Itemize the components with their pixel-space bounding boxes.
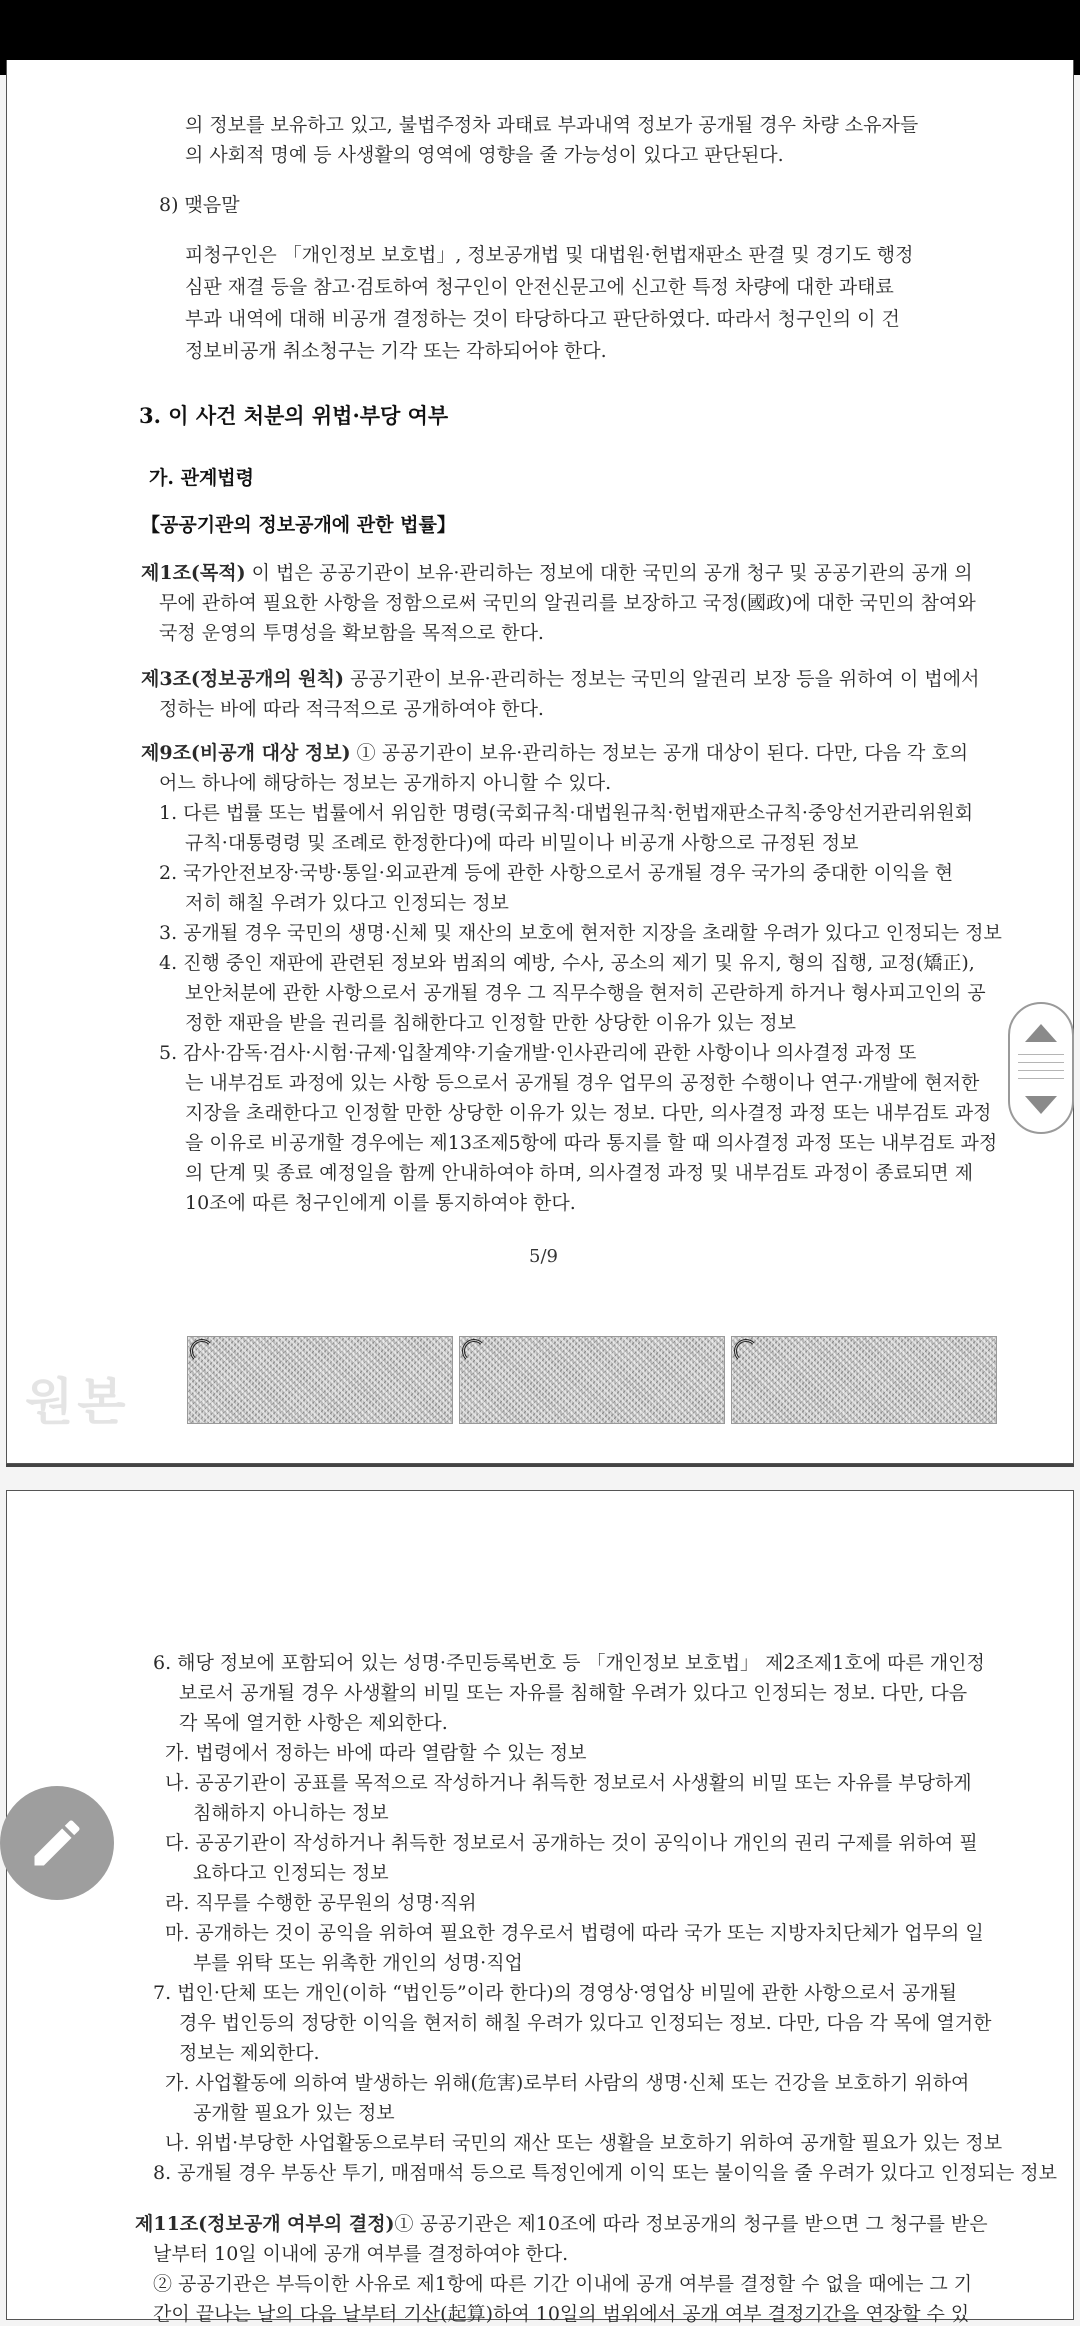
verification-code-image [731,1336,997,1424]
page-scroll-control[interactable] [1008,1002,1074,1134]
list-item: 정한 재판을 받을 권리를 침해한다고 인정할 만한 상당한 이유가 있는 정보 [185,1012,797,1034]
article-label: 제9조(비공개 대상 정보) [141,742,351,764]
text-line: 어느 하나에 해당하는 정보는 공개하지 아니할 수 있다. [159,772,612,794]
list-item: 는 내부검토 과정에 있는 사항 등으로서 공개될 경우 업무의 공정한 수행이나 연구·개발에 현저한 [185,1072,980,1094]
sub-item: 공개할 필요가 있는 정보 [193,2102,395,2124]
text-line: 간이 끝나는 날의 다음 날부터 기산(起算)하여 10일의 범위에서 공개 여부 결정기간을 연장할 수 있 [153,2303,970,2325]
triangle-up-icon[interactable] [1025,1024,1057,1042]
text-line: 의 정보를 보유하고 있고, 불법주정차 과태료 부과내역 정보가 공개될 경우 차량 소유자들 [185,114,919,136]
list-item: 각 목에 열거한 사항은 제외한다. [179,1712,448,1734]
verification-code-image [187,1336,453,1424]
article-label: 제1조(목적) [141,562,246,584]
list-item: 보안처분에 관한 사항으로서 공개될 경우 그 직무수행을 현저히 곤란하게 하거나 형사피고인의 공 [185,982,986,1004]
article-9 [141,738,968,765]
list-item: 의 단계 및 종료 예정일을 함께 안내하여야 하며, 의사결정 과정 및 내부검토 과정이 종료되면 제 [185,1162,974,1184]
list-item: 1. 다른 법률 또는 법률에서 위임한 명령(국회규칙·대법원규칙·헌법재판소규칙·중앙선거관리위원회 [159,802,974,824]
verification-code-image [459,1336,725,1424]
text-line: 무에 관하여 필요한 사항을 정함으로써 국민의 알권리를 보장하고 국정(國政)에 대한 국민의 참여와 [159,592,976,614]
text-line: ① 공공기관은 제10조에 따라 정보공개의 청구를 받으면 그 청구를 받은 [394,2213,988,2235]
list-item: 10조에 따른 청구인에게 이를 통지하여야 한다. [185,1192,576,1214]
list-item: 보로서 공개될 경우 사생활의 비밀 또는 자유를 침해할 우려가 있다고 인정되는 정보. 다만, 다음 [179,1682,968,1704]
text-line: 날부터 10일 이내에 공개 여부를 결정하여야 한다. [153,2243,569,2265]
divider [1018,1062,1064,1063]
text-line: 국정 운영의 투명성을 확보함을 목적으로 한다. [159,622,544,644]
list-item: 규칙·대통령령 및 조례로 한정한다)에 따라 비밀이나 비공개 사항으로 규정된 정보 [185,832,859,854]
original-stamp-watermark: 원본 [25,1373,130,1431]
sub-item: 요하다고 인정되는 정보 [193,1862,389,1884]
article-11 [135,2209,988,2236]
text-line: 이 법은 공공기관이 보유·관리하는 정보에 대한 국민의 공개 청구 및 공공기관의 공개 의 [245,562,973,584]
document-page-6 [6,1490,1074,2325]
sub-item: 라. 직무를 수행한 공무원의 성명·직위 [165,1892,477,1914]
list-item: 4. 진행 중인 재판에 관련된 정보와 범죄의 예방, 수사, 공소의 제기 및 유지, 형의 집행, 교정(矯正), [159,952,975,974]
list-item: 저히 해칠 우려가 있다고 인정되는 정보 [185,892,509,914]
divider [1018,1070,1064,1071]
list-item: 지장을 초래한다고 인정할 만한 상당한 이유가 있는 정보. 다만, 의사결정 과정 또는 내부검토 과정 [185,1102,992,1124]
sub-item: 다. 공공기관이 작성하거나 취득한 정보로서 공개하는 것이 공익이나 개인의 권리 구제를 위하여 필 [165,1832,978,1854]
sub-item: 마. 공개하는 것이 공익을 위하여 필요한 경우로서 법령에 따라 국가 또는 지방자치단체가 업무의 일 [165,1922,984,1944]
sub-item: 가. 사업활동에 의하여 발생하는 위해(危害)로부터 사람의 생명·신체 또는 건강을 보호하기 위하여 [165,2072,970,2094]
divider [1018,1054,1064,1055]
subsection-heading: 8) 맺음말 [159,194,240,216]
list-item: 7. 법인·단체 또는 개인(이하 “법인등”이라 한다)의 경영상·영업상 비밀에 관한 사항으로서 공개될 [153,1982,957,2004]
text-line: ② 공공기관은 부득이한 사유로 제1항에 따른 기간 이내에 공개 여부를 결정할 수 없을 때에는 그 기 [153,2273,973,2295]
law-title: 【공공기관의 정보공개에 관한 법률】 [141,514,456,536]
code-corner-mark [462,1339,486,1363]
text-line: 정하는 바에 따라 적극적으로 공개하여야 한다. [159,698,544,720]
article-label: 제11조(정보공개 여부의 결정) [135,2213,395,2235]
sub-item: 부를 위탁 또는 위촉한 개인의 성명·직업 [193,1952,523,1974]
text-line: 부과 내역에 대해 비공개 결정하는 것이 타당하다고 판단하였다. 따라서 청구인의 이 건 [185,308,900,330]
list-item: 2. 국가안전보장·국방·통일·외교관계 등에 관한 사항으로서 공개될 경우 국가의 중대한 이익을 현 [159,862,954,884]
text-line: 피청구인은 「개인정보 보호법」, 정보공개법 및 대법원·헌법재판소 판결 및 경기도 행정 [185,244,914,266]
article-1 [141,558,973,585]
code-corner-mark [190,1339,214,1363]
text-line: 의 사회적 명예 등 사생활의 영역에 영향을 줄 가능성이 있다고 판단된다. [185,144,784,166]
list-item: 정보는 제외한다. [179,2042,320,2064]
list-item: 8. 공개될 경우 부동산 투기, 매점매석 등으로 특정인에게 이익 또는 불이익을 줄 우려가 있다고 인정되는 정보 [153,2162,1057,2184]
sub-item: 침해하지 아니하는 정보 [193,1802,389,1824]
list-item: 을 이유로 비공개할 경우에는 제13조제5항에 따라 통지를 할 때 의사결정 과정 또는 내부검토 과정 [185,1132,998,1154]
list-item: 경우 법인등의 정당한 이익을 현저히 해칠 우려가 있다고 인정되는 정보. 다만, 다음 각 목에 열거한 [179,2012,992,2034]
article-3 [141,664,979,691]
page-number: 5/9 [529,1246,558,1267]
article-label: 제3조(정보공개의 원칙) [141,668,345,690]
text-line: ① 공공기관이 보유·관리하는 정보는 공개 대상이 된다. 다만, 다음 각 호의 [350,742,969,764]
list-item: 3. 공개될 경우 국민의 생명·신체 및 재산의 보호에 현저한 지장을 초래할 우려가 있다고 인정되는 정보 [159,922,1002,944]
code-corner-mark [734,1339,758,1363]
text-line: 심판 재결 등을 참고·검토하여 청구인이 안전신문고에 신고한 특정 차량에 대한 과태료 [185,276,894,298]
section-heading: 3. 이 사건 처분의 위법·부당 여부 [139,403,449,428]
text-line: 정보비공개 취소청구는 기각 또는 각하되어야 한다. [185,340,607,362]
sub-item: 나. 공공기관이 공표를 목적으로 작성하거나 취득한 정보로서 사생활의 비밀 또는 자유를 부당하게 [165,1772,972,1794]
edit-button[interactable] [0,1786,114,1900]
pencil-icon [27,1813,87,1873]
subsection-heading: 가. 관계법령 [149,467,254,489]
triangle-down-icon[interactable] [1025,1096,1057,1114]
list-item: 6. 해당 정보에 포함되어 있는 성명·주민등록번호 등 「개인정보 보호법」 제2조제1호에 따른 개인정 [153,1652,985,1674]
document-page-5 [6,60,1074,1464]
text-line: 공공기관이 보유·관리하는 정보는 국민의 알권리 보장 등을 위하여 이 법에서 [344,668,980,690]
list-item: 5. 감사·감독·검사·시험·규제·입찰계약·기술개발·인사관리에 관한 사항이나 의사결정 과정 또 [159,1042,917,1064]
sub-item: 가. 법령에서 정하는 바에 따라 열람할 수 있는 정보 [165,1742,587,1764]
divider [1018,1078,1064,1079]
sub-item: 나. 위법·부당한 사업활동으로부터 국민의 재산 또는 생활을 보호하기 위하여 공개할 필요가 있는 정보 [165,2132,1003,2154]
